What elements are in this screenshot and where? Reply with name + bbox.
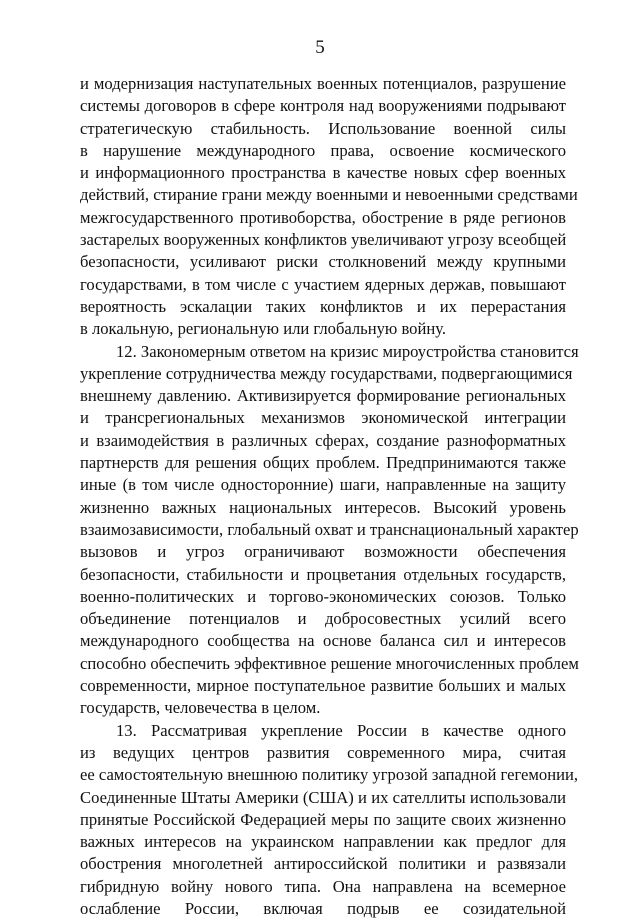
text-line: безопасности, усиливают риски столкновений между крупными — [80, 252, 566, 272]
paragraph-first-line: 12. Закономерным ответом на кризис мироустройства становится — [116, 341, 579, 361]
paragraph-first-line: 13. Рассматривая укрепление России в качестве одного — [116, 720, 566, 740]
page-number: 5 — [315, 37, 325, 58]
text-line: и взаимодействия в различных сферах, создание разноформатных — [80, 430, 566, 450]
text-line: в нарушение международного права, освоение космического — [80, 140, 566, 160]
text-line: жизненно важных национальных интересов. Высокий уровень — [80, 497, 566, 517]
text-line: современности, мирное поступательное развитие больших и малых — [80, 676, 566, 696]
text-line: действий, стирание грани между военными и невоенными средствами — [80, 185, 578, 205]
text-line: межгосударственного противоборства, обострение в ряде регионов — [80, 207, 566, 227]
text-line: и трансрегиональных механизмов экономической интеграции — [80, 408, 566, 428]
body-text — [80, 73, 579, 920]
text-line: вероятность эскалации таких конфликтов и их перерастания — [80, 296, 566, 316]
text-line: стратегическую стабильность. Использование военной силы — [80, 118, 566, 138]
text-line: способно обеспечить эффективное решение многочисленных проблем — [80, 653, 579, 673]
text-line: в локальную, региональную или глобальную войну. — [80, 319, 447, 339]
text-line: взаимозависимости, глобальный охват и транснациональный характер — [80, 519, 579, 539]
text-line: Соединенные Штаты Америки (США) и их сателлиты использовали — [80, 787, 566, 807]
text-line: из ведущих центров развития современного мира, считая — [80, 742, 566, 762]
text-line: военно-политических и торгово-экономических союзов. Только — [80, 586, 566, 606]
text-line: вызовов и угроз ограничивают возможности обеспечения — [80, 542, 566, 562]
text-line: и модернизация наступательных военных потенциалов, разрушение — [80, 74, 566, 93]
text-line: принятые Российской Федерацией меры по защите своих жизненно — [80, 809, 566, 829]
text-line: международного сообщества на основе баланса сил и интересов — [80, 631, 566, 651]
text-line: обострения многолетней антироссийской политики и развязали — [80, 854, 566, 874]
text-line: безопасности, стабильности и процветания отдельных государств, — [80, 564, 566, 584]
text-line: застарелых вооруженных конфликтов увеличивают угрозу всеобщей — [80, 230, 567, 250]
text-line: государств, человечества в целом. — [80, 698, 321, 718]
text-line: государствами, в том числе с участием ядерных держав, повышают — [80, 274, 566, 294]
text-line: ослабление России, включая подрыв ее созидательной — [80, 898, 566, 918]
text-line: и информационного пространства в качестве новых сфер военных — [80, 163, 566, 183]
text-line: партнерств для решения общих проблем. Предпринимаются также — [80, 453, 566, 473]
text-line: иные (в том числе односторонние) шаги, направленные на защиту — [80, 475, 566, 495]
text-line: системы договоров в сфере контроля над вооружениями подрывают — [80, 96, 566, 116]
text-line: внешнему давлению. Активизируется формирование региональных — [80, 386, 566, 406]
text-line: ее самостоятельную внешнюю политику угрозой западной гегемонии, — [80, 765, 578, 785]
text-line: важных интересов на украинском направлении как предлог для — [80, 832, 566, 852]
text-line: укрепление сотрудничества между государствами, подвергающимися — [80, 363, 573, 383]
text-line: объединение потенциалов и добросовестных усилий всего — [80, 609, 566, 629]
text-line: гибридную войну нового типа. Она направлена на всемерное — [80, 876, 566, 896]
